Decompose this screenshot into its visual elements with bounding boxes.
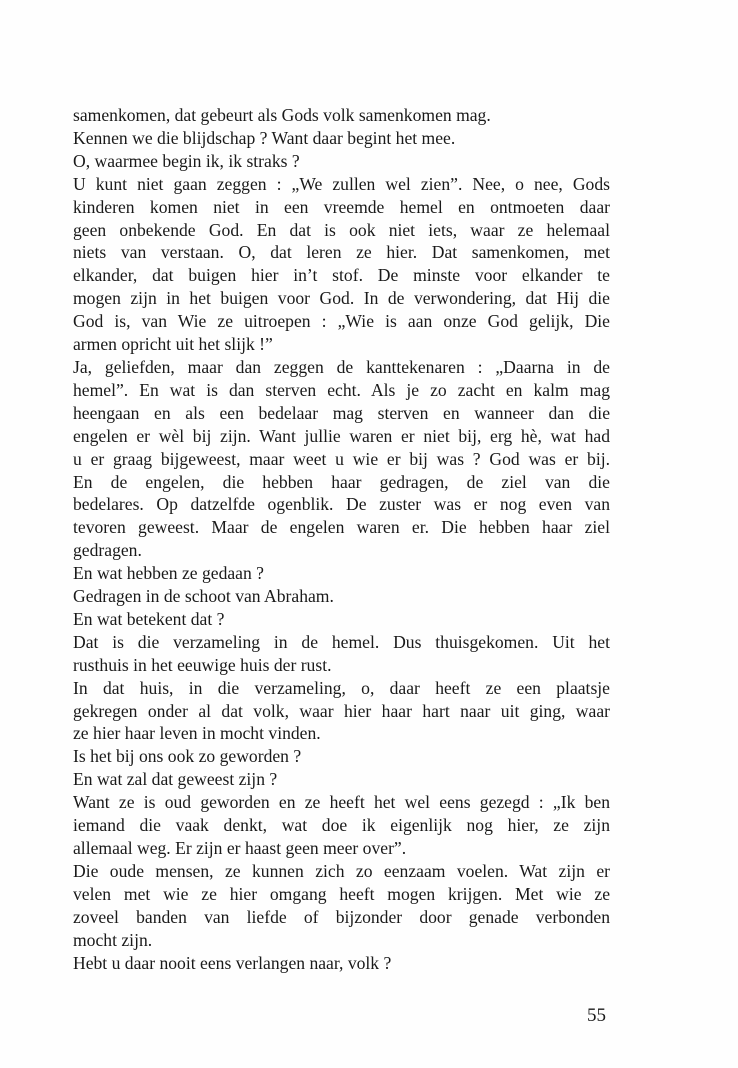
paragraph <box>73 562 610 585</box>
body-text <box>73 104 610 974</box>
text-line: En wat zal dat geweest zijn ? <box>73 769 278 790</box>
text-line: zoveel banden van liefde of bijzonder door genade verbonden <box>73 906 610 927</box>
text-line: O, waarmee begin ik, ik straks ? <box>73 150 300 171</box>
paragraph <box>73 173 610 356</box>
text-line: iemand die vaak denkt, wat doe ik eigenlijk nog hier, ze zijn <box>73 815 610 836</box>
text-line: En wat betekent dat ? <box>73 608 225 629</box>
text-line: En de engelen, die hebben haar gedragen, de ziel van die <box>73 471 610 492</box>
paragraph <box>73 768 610 791</box>
text-line: bedelares. Op datzelfde ogenblik. De zuster was er nog even van <box>73 494 610 515</box>
text-line: armen opricht uit het slijk !” <box>73 334 273 355</box>
paragraph <box>73 860 610 952</box>
text-line: geen onbekende God. En dat is ook niet iets, waar ze helemaal <box>73 219 610 240</box>
text-line: rusthuis in het eeuwige huis der rust. <box>73 654 332 675</box>
paragraph <box>73 608 610 631</box>
text-line: Want ze is oud geworden en ze heeft het wel eens gezegd : „Ik ben <box>73 792 610 813</box>
paragraph <box>73 104 610 127</box>
text-line: ze hier haar leven in mocht vinden. <box>73 723 321 744</box>
paragraph <box>73 791 610 860</box>
paragraph <box>73 585 610 608</box>
text-line: gedragen. <box>73 540 142 561</box>
text-line: elkander, dat buigen hier in’t stof. De minste voor elkander te <box>73 265 610 286</box>
text-line: Hebt u daar nooit eens verlangen naar, volk ? <box>73 952 392 973</box>
text-line: U kunt niet gaan zeggen : „We zullen wel zien”. Nee, o nee, Gods <box>73 173 610 194</box>
text-line: Gedragen in de schoot van Abraham. <box>73 586 334 607</box>
text-line: mogen zijn in het buigen voor God. In de verwondering, dat Hij die <box>73 288 610 309</box>
text-line: God is, van Wie ze uitroepen : „Wie is aan onze God gelijk, Die <box>73 311 610 332</box>
text-line: kinderen komen niet in een vreemde hemel en ontmoeten daar <box>73 196 610 217</box>
text-line: gekregen onder al dat volk, waar hier haar hart naar uit ging, waar <box>73 700 610 721</box>
paragraph <box>73 631 610 677</box>
text-line: tevoren geweest. Maar de engelen waren er. Die hebben haar ziel <box>73 517 610 538</box>
text-line: Ja, geliefden, maar dan zeggen de kanttekenaren : „Daarna in de <box>73 356 610 377</box>
paragraph <box>73 356 610 562</box>
page-number: 55 <box>587 1005 606 1026</box>
text-line: Die oude mensen, ze kunnen zich zo eenzaam voelen. Wat zijn er <box>73 860 610 881</box>
text-line: hemel”. En wat is dan sterven echt. Als je zo zacht en kalm mag <box>73 379 610 400</box>
text-line: heengaan en als een bedelaar mag sterven en wanneer dan die <box>73 402 610 423</box>
text-line: allemaal weg. Er zijn er haast geen meer over”. <box>73 838 407 858</box>
text-line: samenkomen, dat gebeurt als Gods volk samenkomen mag. <box>73 105 491 125</box>
text-line: u er graag bijgeweest, maar weet u wie er bij was ? God was er bij. <box>73 448 610 469</box>
paragraph <box>73 677 610 746</box>
text-line: En wat hebben ze gedaan ? <box>73 563 264 584</box>
text-line: niets van verstaan. O, dat leren ze hier. Dat samenkomen, met <box>73 242 610 263</box>
text-line: mocht zijn. <box>73 929 153 950</box>
text-line: Dat is die verzameling in de hemel. Dus thuisgekomen. Uit het <box>73 631 610 652</box>
text-line: Kennen we die blijdschap ? Want daar begint het mee. <box>73 127 456 148</box>
paragraph <box>73 150 610 173</box>
text-line: engelen er wèl bij zijn. Want jullie waren er niet bij, erg hè, wat had <box>73 425 610 446</box>
paragraph <box>73 745 610 768</box>
paragraph <box>73 127 610 150</box>
text-line: In dat huis, in die verzameling, o, daar heeft ze een plaatsje <box>73 677 610 698</box>
text-line: Is het bij ons ook zo geworden ? <box>73 746 302 767</box>
text-line: velen met wie ze hier omgang heeft mogen krijgen. Met wie ze <box>73 883 610 904</box>
paragraph <box>73 952 610 975</box>
